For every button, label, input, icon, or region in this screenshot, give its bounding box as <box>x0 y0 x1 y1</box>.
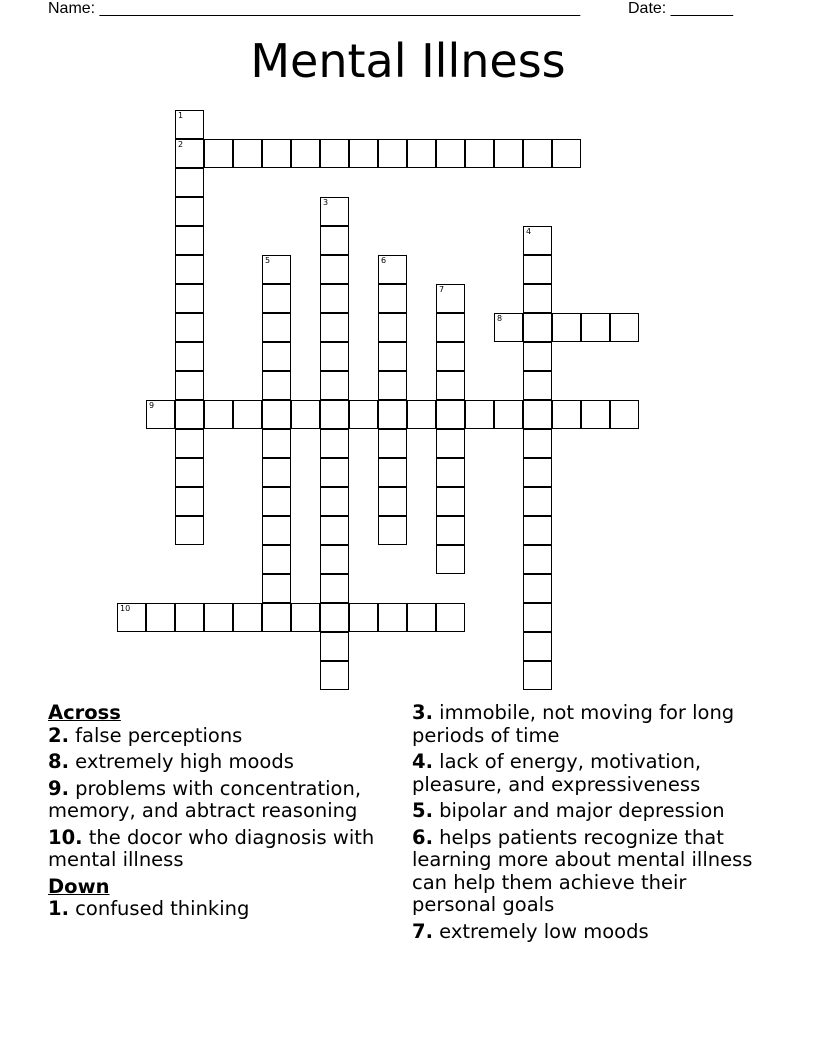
clue-number: 8. <box>48 750 69 773</box>
grid-cell[interactable] <box>581 313 610 342</box>
grid-cell[interactable] <box>523 429 552 458</box>
grid-cell[interactable] <box>436 284 465 313</box>
name-line: Name: ______________________________________________________ <box>48 0 581 17</box>
cell-number: 4 <box>526 227 532 236</box>
grid-cell[interactable] <box>436 371 465 400</box>
grid-cell[interactable] <box>320 284 349 313</box>
grid-cell[interactable] <box>175 371 204 400</box>
clue-number: 4. <box>412 750 433 773</box>
clue-number: 1. <box>48 897 69 920</box>
grid-cell[interactable] <box>175 342 204 371</box>
grid-cell[interactable] <box>175 255 204 284</box>
clue-text: extremely low moods <box>432 919 649 943</box>
grid-cell[interactable] <box>349 603 378 632</box>
clue-number: 5. <box>412 799 433 822</box>
grid-cell[interactable] <box>552 313 581 342</box>
grid-cell[interactable] <box>262 139 291 168</box>
clue-item <box>412 751 772 796</box>
clue-text: bipolar and major depression <box>432 799 725 822</box>
grid-cell[interactable] <box>262 313 291 342</box>
grid-cell[interactable] <box>436 342 465 371</box>
grid-cell[interactable] <box>233 400 262 429</box>
grid-cell[interactable] <box>320 139 349 168</box>
cell-number: 1 <box>178 111 184 120</box>
grid-cell[interactable] <box>320 226 349 255</box>
grid-cell[interactable] <box>494 400 523 429</box>
grid-cell[interactable] <box>581 400 610 429</box>
grid-cell[interactable] <box>262 342 291 371</box>
grid-cell[interactable] <box>291 139 320 168</box>
grid-cell[interactable] <box>610 313 639 342</box>
clue-item <box>412 921 772 944</box>
grid-cell[interactable] <box>175 284 204 313</box>
grid-cell[interactable] <box>233 139 262 168</box>
grid-cell[interactable] <box>610 400 639 429</box>
clue-text: confused thinking <box>68 897 250 920</box>
grid-cell[interactable] <box>291 400 320 429</box>
grid-cell[interactable] <box>436 313 465 342</box>
clue-text: problems with concentration, memory, and abtract reasoning <box>48 776 362 822</box>
grid-cell[interactable] <box>320 574 349 603</box>
grid-cell[interactable] <box>146 603 175 632</box>
down-heading: Down <box>48 874 110 898</box>
grid-cell[interactable] <box>320 400 349 429</box>
grid-cell[interactable] <box>378 342 407 371</box>
grid-cell[interactable] <box>117 603 146 632</box>
grid-cell[interactable] <box>291 603 320 632</box>
grid-cell[interactable] <box>262 487 291 516</box>
grid-cell[interactable] <box>320 342 349 371</box>
clue-item <box>48 898 398 921</box>
cell-number: 8 <box>497 314 503 323</box>
grid-cell[interactable] <box>320 429 349 458</box>
clue-item <box>412 702 772 747</box>
clue-number: 9. <box>48 776 69 800</box>
grid-cell[interactable] <box>204 139 233 168</box>
grid-cell[interactable] <box>494 313 523 342</box>
grid-cell[interactable] <box>407 603 436 632</box>
grid-cell[interactable] <box>175 197 204 226</box>
grid-cell[interactable] <box>320 371 349 400</box>
cell-number: 6 <box>381 256 387 265</box>
grid-cell[interactable] <box>523 516 552 545</box>
clue-number: 2. <box>48 723 69 747</box>
grid-cell[interactable] <box>523 487 552 516</box>
grid-cell[interactable] <box>175 603 204 632</box>
grid-cell[interactable] <box>320 313 349 342</box>
grid-cell[interactable] <box>320 632 349 661</box>
cell-number: 3 <box>323 198 329 207</box>
across-clue-list <box>48 725 398 872</box>
clue-item <box>412 800 772 823</box>
grid-cell[interactable] <box>349 139 378 168</box>
clues-left-column <box>48 702 398 925</box>
grid-cell[interactable] <box>523 632 552 661</box>
clues-right-column <box>412 702 772 947</box>
clue-item <box>48 751 398 774</box>
clue-number: 3. <box>412 701 433 724</box>
grid-cell[interactable] <box>262 458 291 487</box>
grid-cell[interactable] <box>378 458 407 487</box>
cell-number: 5 <box>265 256 271 265</box>
grid-cell[interactable] <box>262 603 291 632</box>
clue-item <box>48 778 398 823</box>
grid-cell[interactable] <box>407 400 436 429</box>
grid-cell[interactable] <box>175 168 204 197</box>
grid-cell[interactable] <box>436 487 465 516</box>
grid-cell[interactable] <box>175 110 204 139</box>
clue-item <box>48 827 398 872</box>
grid-cell[interactable] <box>523 313 552 342</box>
grid-cell[interactable] <box>378 429 407 458</box>
grid-cell[interactable] <box>436 516 465 545</box>
grid-cell[interactable] <box>378 255 407 284</box>
grid-cell[interactable] <box>378 313 407 342</box>
grid-cell[interactable] <box>523 371 552 400</box>
grid-cell[interactable] <box>146 400 175 429</box>
grid-cell[interactable] <box>436 400 465 429</box>
grid-cell[interactable] <box>175 487 204 516</box>
grid-cell[interactable] <box>378 516 407 545</box>
grid-cell[interactable] <box>262 545 291 574</box>
clue-text: lack of energy, motivation, pleasure, and expressiveness <box>412 750 702 796</box>
clue-text: extremely high moods <box>68 750 294 773</box>
grid-cell[interactable] <box>320 545 349 574</box>
grid-cell[interactable] <box>262 284 291 313</box>
grid-cell[interactable] <box>320 603 349 632</box>
page-title: Mental Illness <box>250 34 566 88</box>
clue-item <box>48 725 398 748</box>
grid-cell[interactable] <box>320 197 349 226</box>
grid-cell[interactable] <box>175 458 204 487</box>
grid-cell[interactable] <box>204 603 233 632</box>
grid-cell[interactable] <box>552 139 581 168</box>
grid-cell[interactable] <box>523 661 552 690</box>
grid-cell[interactable] <box>378 400 407 429</box>
cell-number: 7 <box>439 285 445 294</box>
grid-cell[interactable] <box>378 603 407 632</box>
grid-cell[interactable] <box>523 603 552 632</box>
grid-cell[interactable] <box>320 487 349 516</box>
grid-cell[interactable] <box>436 429 465 458</box>
grid-cell[interactable] <box>262 516 291 545</box>
down-clue-list-continued <box>412 702 772 943</box>
grid-cell[interactable] <box>262 371 291 400</box>
grid-cell[interactable] <box>552 400 581 429</box>
grid-cell[interactable] <box>320 255 349 284</box>
grid-cell[interactable] <box>262 429 291 458</box>
grid-cell[interactable] <box>523 342 552 371</box>
grid-cell[interactable] <box>436 458 465 487</box>
grid-cell[interactable] <box>262 574 291 603</box>
grid-cell[interactable] <box>175 226 204 255</box>
clue-text: the docor who diagnosis with mental illness <box>48 825 375 871</box>
grid-cell[interactable] <box>523 400 552 429</box>
grid-cell[interactable] <box>523 226 552 255</box>
grid-cell[interactable] <box>523 284 552 313</box>
cell-number: 2 <box>178 140 184 149</box>
clue-text: immobile, not moving for long periods of time <box>412 701 735 747</box>
grid-cell[interactable] <box>378 284 407 313</box>
clue-number: 10. <box>48 825 83 849</box>
clue-item <box>412 827 772 917</box>
date-line: Date: _______ <box>628 0 733 17</box>
grid-cell[interactable] <box>523 574 552 603</box>
grid-cell[interactable] <box>407 139 436 168</box>
grid-cell[interactable] <box>262 255 291 284</box>
grid-cell[interactable] <box>465 139 494 168</box>
grid-cell[interactable] <box>494 139 523 168</box>
down-clue-list <box>48 898 398 921</box>
clue-text: false perceptions <box>68 723 243 747</box>
across-heading: Across <box>48 701 121 724</box>
cell-number: 9 <box>149 401 155 410</box>
grid-cell[interactable] <box>523 255 552 284</box>
grid-cell[interactable] <box>175 429 204 458</box>
grid-cell[interactable] <box>262 400 291 429</box>
grid-cell[interactable] <box>320 458 349 487</box>
cell-number: 10 <box>120 604 131 613</box>
grid-cell[interactable] <box>175 139 204 168</box>
grid-cell[interactable] <box>320 516 349 545</box>
grid-cell[interactable] <box>436 545 465 574</box>
grid-cell[interactable] <box>436 603 465 632</box>
grid-cell[interactable] <box>175 313 204 342</box>
grid-cell[interactable] <box>523 458 552 487</box>
clue-text: helps patients recognize that learning more about mental illness can help them achieve their personal goals <box>412 825 753 916</box>
grid-cell[interactable] <box>175 400 204 429</box>
grid-cell[interactable] <box>523 545 552 574</box>
grid-cell[interactable] <box>349 400 378 429</box>
grid-cell[interactable] <box>436 139 465 168</box>
grid-cell[interactable] <box>378 371 407 400</box>
grid-cell[interactable] <box>233 603 262 632</box>
grid-cell[interactable] <box>204 400 233 429</box>
clue-number: 7. <box>412 919 433 943</box>
clue-number: 6. <box>412 825 433 849</box>
grid-cell[interactable] <box>378 487 407 516</box>
grid-cell[interactable] <box>465 400 494 429</box>
grid-cell[interactable] <box>175 516 204 545</box>
grid-cell[interactable] <box>320 661 349 690</box>
grid-cell[interactable] <box>378 139 407 168</box>
grid-cell[interactable] <box>523 139 552 168</box>
